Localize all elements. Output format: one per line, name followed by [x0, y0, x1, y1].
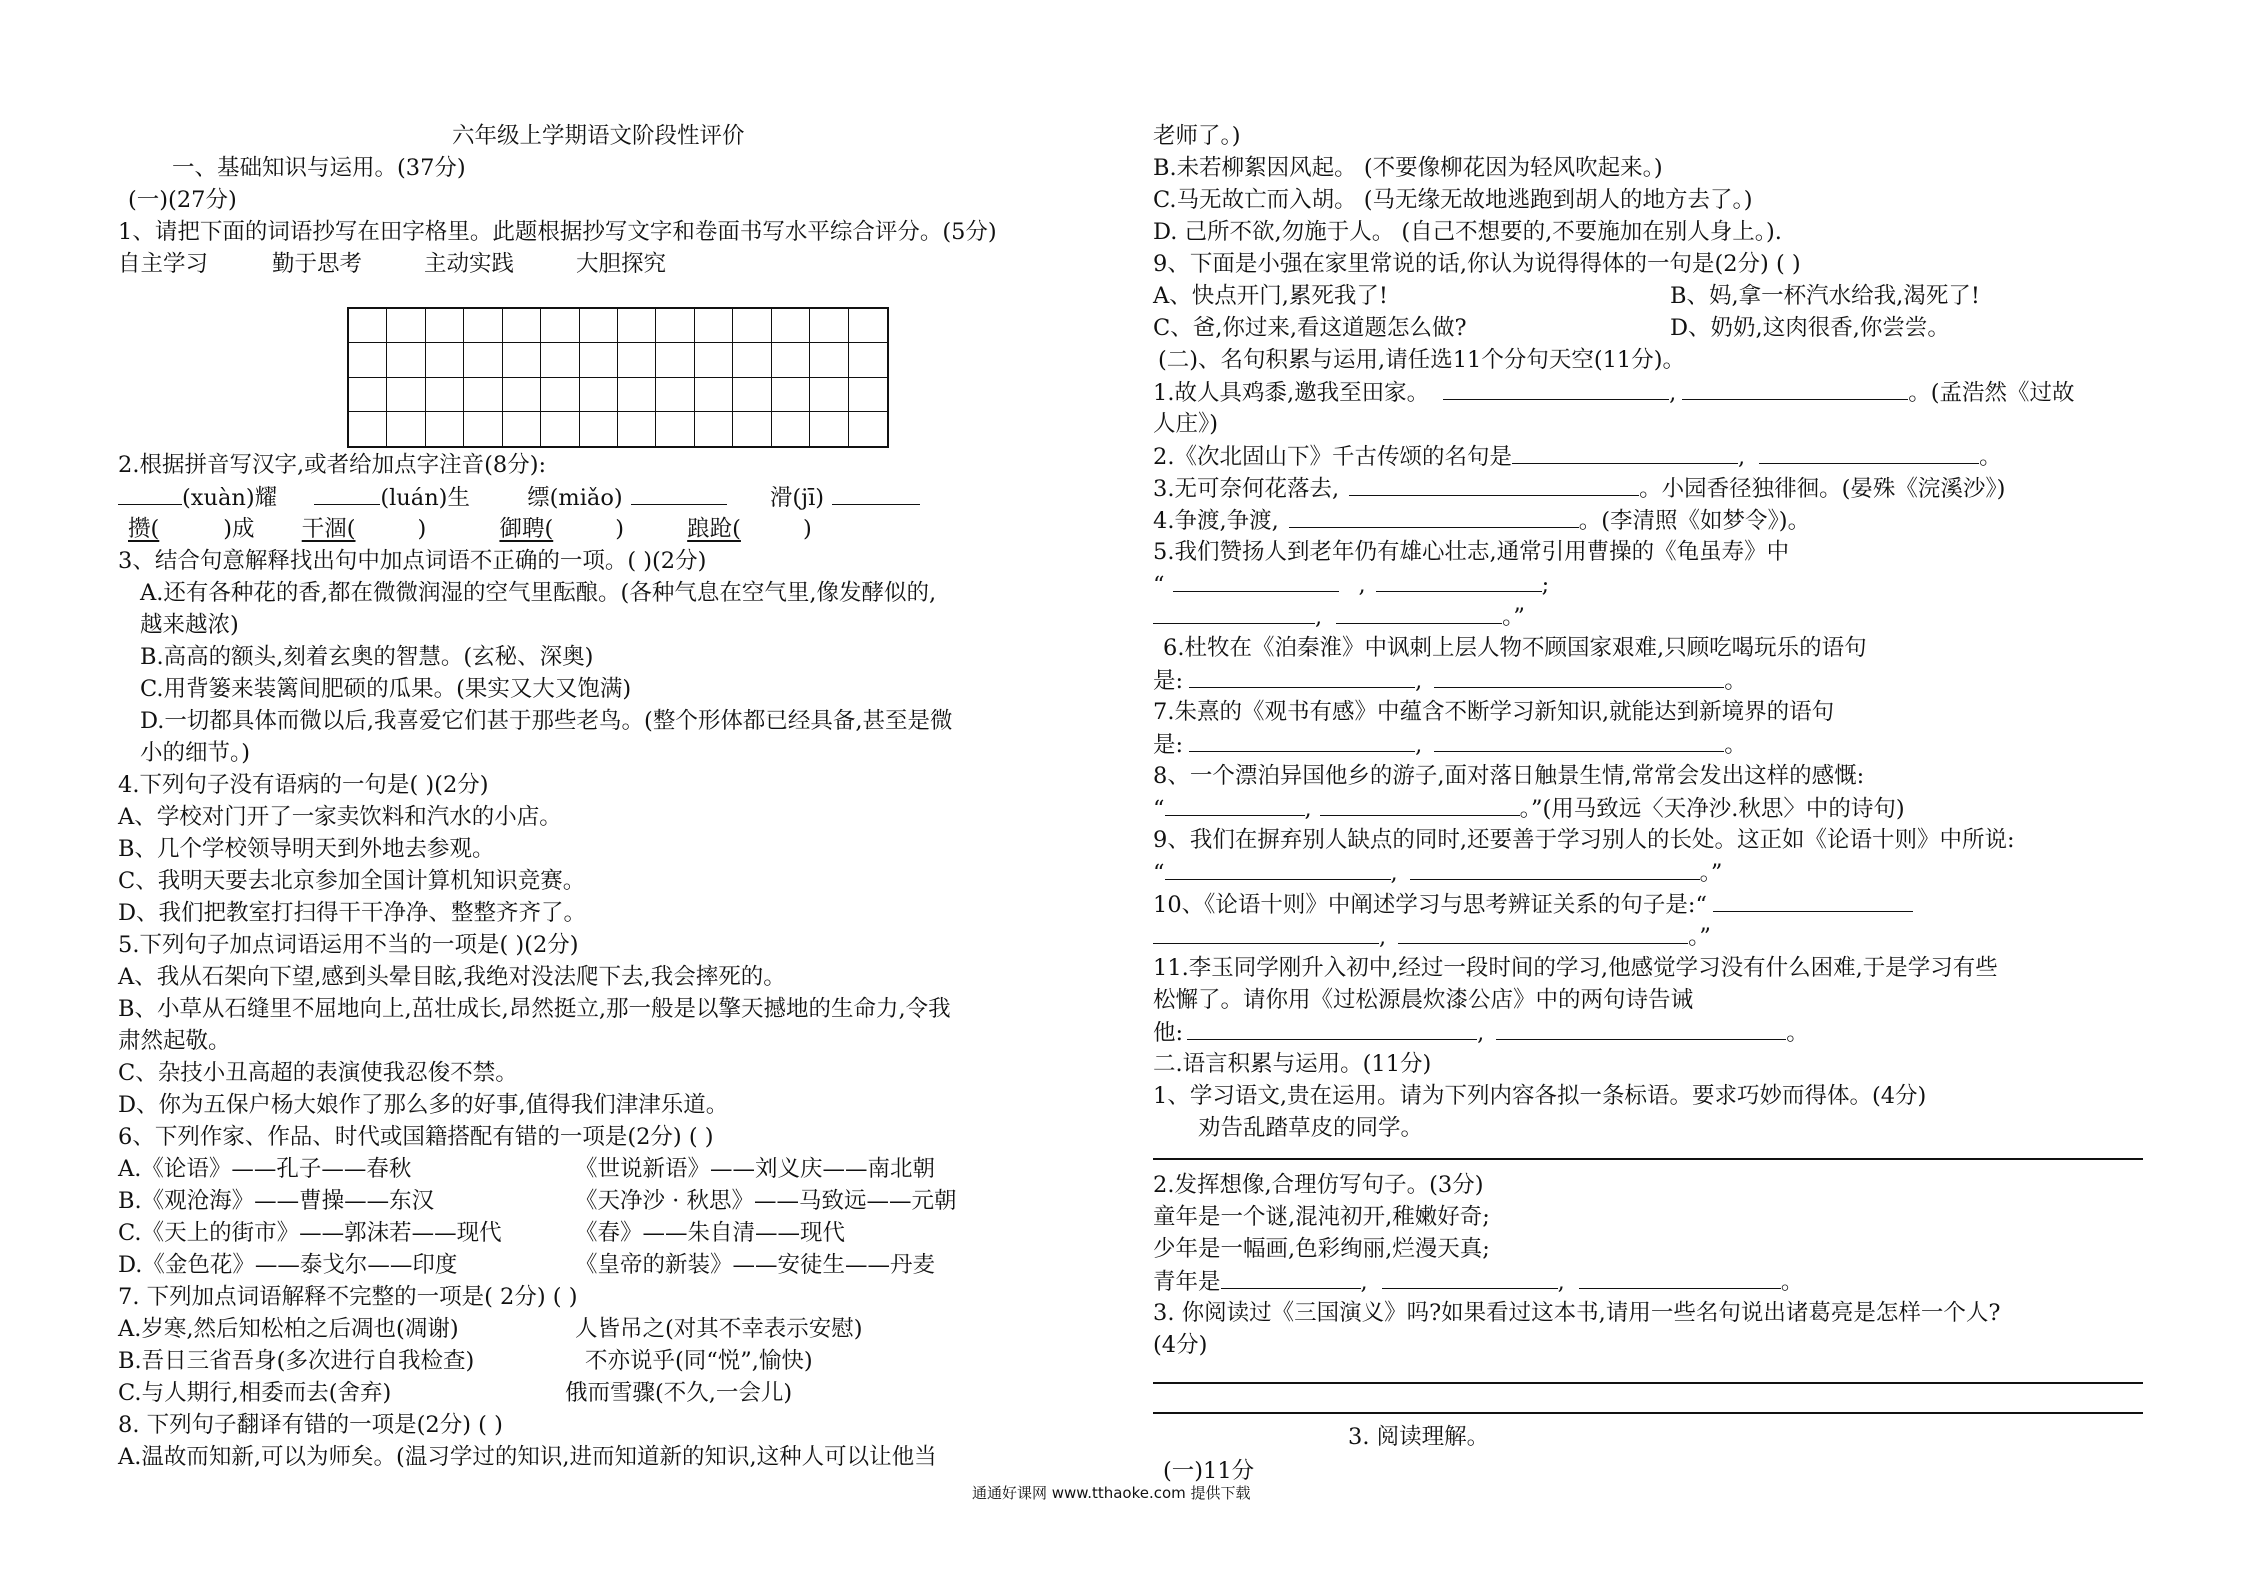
page-footer: 通通好课网 www.tthaoke.com 提供下载	[972, 1484, 1251, 1502]
poem-4: 4.争渡,争渡, 。(李清照《如梦令》)。	[1153, 505, 1810, 536]
q6-option-a-2: 《世说新语》——刘义庆——南北朝	[575, 1156, 936, 1182]
q3-option-c: C.用背篓来装篱间肥硕的瓜果。(果实又大又饱满)	[140, 676, 632, 702]
q7-option-c: C.与人期行,相委而去(舍弃)	[118, 1380, 392, 1406]
answer-line[interactable]	[1153, 1158, 2143, 1160]
page-title: 六年级上学期语文阶段性评价	[452, 123, 745, 149]
poem-8: 8、一个漂泊异国他乡的游子,面对落日触景生情,常常会发出这样的感慨:	[1153, 763, 1865, 789]
sanguo-question: 3. 你阅读过《三国演义》吗?如果看过这本书,请用一些名句说出诸葛亮是怎样一个人?	[1153, 1300, 2001, 1326]
q8-option-a: A.温故而知新,可以为师矣。(温习学过的知识,进而知道新的知识,这种人可以让他当	[118, 1444, 937, 1470]
question-7: 7. 下列加点词语解释不完整的一项是( 2分) ( )	[118, 1284, 578, 1310]
part-1-heading: (一)(27分)	[128, 187, 237, 213]
question-5: 5.下列句子加点词语运用不当的一项是( )(2分)	[118, 932, 579, 958]
answer-blank[interactable]	[1173, 569, 1339, 592]
answer-blank[interactable]	[1289, 505, 1579, 528]
question-2: 2.根据拼音写汉字,或者给加点字注音(8分):	[118, 452, 547, 478]
q7-option-c-2: 俄而雪骤(不久,一会儿)	[565, 1380, 793, 1406]
poem-5-blanks: “ , ;	[1153, 569, 1549, 600]
answer-blank[interactable]	[1349, 473, 1639, 496]
slogan-prompt: 劝告乱踏草皮的同学。	[1198, 1115, 1424, 1141]
answer-blank[interactable]	[1189, 729, 1415, 752]
answer-blank[interactable]	[1165, 857, 1391, 880]
answer-blank[interactable]	[118, 482, 182, 505]
reading-part-1: (一)11分	[1163, 1458, 1255, 1484]
answer-blank[interactable]	[1496, 1017, 1786, 1040]
q9-option-b: B、妈,拿一杯汽水给我,渴死了!	[1670, 283, 1980, 309]
q4-option-b: B、几个学校领导明天到外地去参观。	[118, 836, 495, 862]
poem-1-cont: 人庄》)	[1153, 411, 1219, 437]
answer-blank[interactable]	[832, 482, 920, 505]
poem-6-blanks: 是: , 。	[1153, 665, 1747, 696]
answer-blank[interactable]	[1759, 441, 1979, 464]
q1-word: 主动实践	[424, 251, 515, 277]
q3-option-a: A.还有各种花的香,都在微微润湿的空气里酝酿。(各种气息在空气里,像发酵似的,	[140, 580, 937, 606]
q8-option-a-cont: 老师了。)	[1153, 123, 1241, 149]
answer-blank[interactable]	[1153, 601, 1315, 624]
answer-blank[interactable]	[1512, 441, 1738, 464]
answer-blank[interactable]	[1579, 1266, 1781, 1289]
imitation-line-1: 童年是一个谜,混沌初开,稚嫩好奇;	[1153, 1204, 1490, 1230]
poem-1: 1.故人具鸡黍,邀我至田家。 , 。(孟浩然《过故	[1153, 377, 2075, 408]
answer-blank[interactable]	[1682, 377, 1908, 400]
pinyin-item: 滑(jī)	[769, 485, 825, 511]
poem-10: 10、《论语十则》中阐述学习与思考辨证关系的句子是:“	[1153, 889, 1913, 920]
answer-line[interactable]	[1153, 1382, 2143, 1384]
question-6: 6、下列作家、作品、时代或国籍搭配有错的一项是(2分) ( )	[118, 1124, 714, 1150]
slogan-question: 1、学习语文,贵在运用。请为下列内容各拟一条标语。要求巧妙而得体。(4分)	[1153, 1083, 1927, 1109]
part-2-heading: (二)、名句积累与运用,请任选11个分句天空(11分)。	[1158, 347, 1686, 373]
q4-option-c: C、我明天要去北京参加全国计算机知识竞赛。	[118, 868, 586, 894]
answer-blank[interactable]	[1434, 665, 1724, 688]
answer-blank[interactable]	[1187, 1017, 1477, 1040]
section-3-heading: 3. 阅读理解。	[1348, 1424, 1490, 1450]
answer-blank[interactable]	[314, 482, 380, 505]
q5-option-c: C、杂技小丑高超的表演使我忍俊不禁。	[118, 1060, 518, 1086]
poem-11: 11.李玉同学刚升入初中,经过一段时间的学习,他感觉学习没有什么困难,于是学习有些	[1153, 955, 1998, 981]
section-2-heading: 二.语言积累与运用。(11分)	[1153, 1051, 1432, 1077]
q3-option-d: D.一切都具体而微以后,我喜爱它们甚于那些老鸟。(整个形体都已经具备,甚至是微	[140, 708, 953, 734]
q7-option-a: A.岁寒,然后知松柏之后凋也(凋谢)	[118, 1316, 459, 1342]
answer-line[interactable]	[1153, 1412, 2143, 1414]
q7-option-b-2: 不亦说乎(同“悦”,愉快)	[585, 1348, 813, 1374]
pinyin-item: 缥(miǎo)	[527, 485, 623, 511]
poem-5: 5.我们赞扬人到老年仍有雄心壮志,通常引用曹操的《龟虽寿》中	[1153, 539, 1790, 565]
section-1-heading: 一、基础知识与运用。(37分)	[172, 155, 466, 181]
q6-option-d: D.《金色花》——泰戈尔——印度	[118, 1252, 458, 1278]
q8-option-d: D. 己所不欲,勿施于人。 (自己不想要的,不要施加在别人身上。).	[1153, 219, 1782, 245]
q3-option-d-cont: 小的细节。)	[140, 740, 251, 766]
answer-blank[interactable]	[1410, 857, 1700, 880]
q7-option-a-2: 人皆吊之(对其不幸表示安慰)	[575, 1316, 863, 1342]
poem-5-blanks-2: , 。”	[1153, 601, 1525, 632]
q1-word: 大胆探究	[576, 251, 667, 277]
question-4: 4.下列句子没有语病的一句是( )(2分)	[118, 772, 489, 798]
answer-blank[interactable]	[1189, 665, 1415, 688]
answer-blank[interactable]	[631, 482, 727, 505]
q6-option-a: A.《论语》——孔子——春秋	[118, 1156, 412, 1182]
poem-11-blanks: 他: , 。	[1153, 1017, 1809, 1048]
answer-blank[interactable]	[1336, 601, 1502, 624]
answer-blank[interactable]	[1153, 921, 1379, 944]
q2-row-1	[118, 482, 920, 513]
q8-option-c: C.马无故亡而入胡。 (马无缘无故地逃跑到胡人的地方去了。)	[1153, 187, 1753, 213]
pinyin-item: (xuàn)耀	[182, 485, 278, 511]
answer-blank[interactable]	[1221, 1266, 1361, 1289]
q5-option-d: D、你为五保户杨大娘作了那么多的好事,值得我们津津乐道。	[118, 1092, 729, 1118]
question-8: 8. 下列句子翻译有错的一项是(2分) ( )	[118, 1412, 503, 1438]
poem-6: 6.杜牧在《泊秦淮》中讽刺上层人物不顾国家艰难,只顾吃喝玩乐的语句	[1163, 635, 1867, 661]
pinyin-item: (luán)生	[380, 485, 470, 511]
q5-option-b: B、小草从石缝里不屈地向上,茁壮成长,昂然挺立,那一般是以擎天撼地的生命力,令我	[118, 996, 951, 1022]
q3-option-a-cont: 越来越浓)	[140, 612, 239, 638]
answer-blank[interactable]	[1713, 889, 1913, 912]
poem-7-blanks: 是: , 。	[1153, 729, 1747, 760]
q1-word: 勤于思考	[272, 251, 363, 277]
q3-option-b: B.高高的额头,刻着玄奥的智慧。(玄秘、深奥)	[140, 644, 594, 670]
poem-7: 7.朱熹的《观书有感》中蕴含不断学习新知识,就能达到新境界的语句	[1153, 699, 1835, 725]
q1-word: 自主学习	[118, 251, 209, 277]
answer-blank[interactable]	[1382, 1266, 1558, 1289]
q6-option-b-2: 《天净沙 · 秋思》——马致远——元朝	[575, 1188, 957, 1214]
poem-3: 3.无可奈何花落去, 。小园香径独徘徊。(晏殊《浣溪沙》)	[1153, 473, 2005, 504]
q7-option-b: B.吾日三省吾身(多次进行自我检查)	[118, 1348, 475, 1374]
q6-option-c-2: 《春》——朱自清——现代	[575, 1220, 846, 1246]
question-9: 9、下面是小强在家里常说的话,你认为说得得体的一句是(2分) ( )	[1153, 251, 1801, 277]
q8-option-b: B.未若柳絮因风起。 (不要像柳花因为轻风吹起来。)	[1153, 155, 1663, 181]
poem-11-cont: 松懈了。请你用《过松源晨炊漆公店》中的两句诗告诫	[1153, 987, 1694, 1013]
imitation-line-2: 少年是一幅画,色彩绚丽,烂漫天真;	[1153, 1236, 1490, 1262]
q9-option-d: D、奶奶,这肉很香,你尝尝。	[1670, 315, 1950, 341]
answer-blank[interactable]	[1165, 793, 1305, 816]
q9-option-c: C、爸,你过来,看这道题怎么做?	[1153, 315, 1467, 341]
question-1: 1、请把下面的词语抄写在田字格里。此题根据抄写文字和卷面书写水平综合评分。(5分)	[118, 219, 997, 245]
imitation-line-3: 青年是 , , 。	[1153, 1266, 1803, 1297]
q6-option-b: B.《观沧海》——曹操——东汉	[118, 1188, 435, 1214]
answer-blank[interactable]	[1320, 793, 1520, 816]
q5-option-b-cont: 肃然起敬。	[118, 1028, 231, 1054]
q4-option-a: A、学校对门开了一家卖饮料和汽水的小店。	[118, 804, 562, 830]
answer-blank[interactable]	[1376, 569, 1542, 592]
answer-blank[interactable]	[1443, 377, 1669, 400]
q6-option-c: C.《天上的街市》——郭沫若——现代	[118, 1220, 502, 1246]
poem-8-blanks: “ , 。”(用马致远〈天净沙.秋思〉中的诗句)	[1153, 793, 1905, 824]
q2-row-2: 攒( )成 干涸( ) 御聘( ) 踉跄( )	[128, 516, 812, 542]
q6-option-d-2: 《皇帝的新装》——安徒生——丹麦	[575, 1252, 936, 1278]
poem-10-blanks: , 。”	[1153, 921, 1711, 952]
q4-option-d: D、我们把教室打扫得干干净净、整整齐齐了。	[118, 900, 587, 926]
answer-blank[interactable]	[1398, 921, 1688, 944]
q5-option-a: A、我从石架向下望,感到头晕目眩,我绝对没法爬下去,我会摔死的。	[118, 964, 786, 990]
answer-blank[interactable]	[1434, 729, 1724, 752]
tianzige-grid[interactable]	[347, 307, 889, 448]
poem-9: 9、我们在摒弃别人缺点的同时,还要善于学习别人的长处。这正如《论语十则》中所说:	[1153, 827, 2015, 853]
poem-9-blanks: “ , 。”	[1153, 857, 1722, 888]
sanguo-points: (4分)	[1153, 1332, 1208, 1358]
question-3: 3、结合句意解释找出句中加点词语不正确的一项。( )(2分)	[118, 548, 707, 574]
q9-option-a: A、快点开门,累死我了!	[1153, 283, 1388, 309]
poem-2: 2.《次北固山下》千古传颂的名句是 , 。	[1153, 441, 2002, 472]
imitation-question: 2.发挥想像,合理仿写句子。(3分)	[1153, 1172, 1484, 1198]
